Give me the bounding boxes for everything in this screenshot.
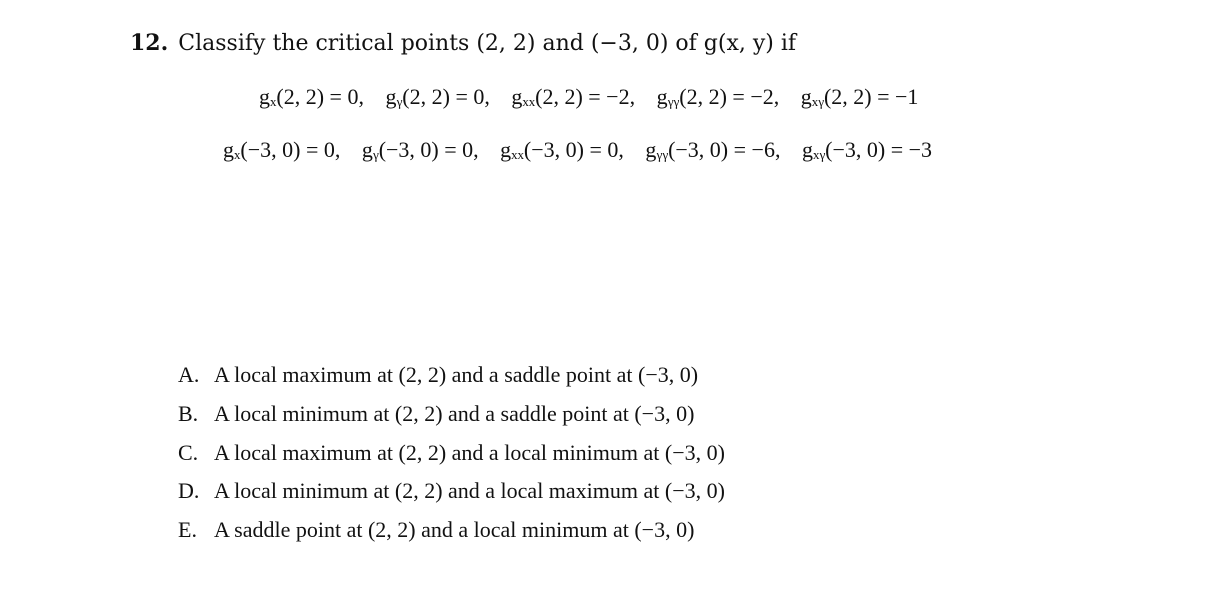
answer-choices — [178, 356, 725, 550]
eq-gxx: gₓₓ(−3, 0) = 0, — [500, 137, 624, 162]
choice-text: A local maximum at (2, 2) and a local minimum at (−3, 0) — [214, 439, 725, 465]
choice-text: A local minimum at (2, 2) and a local maximum at (−3, 0) — [214, 478, 725, 504]
eq-gxy: gₓᵧ(2, 2) = −1 — [800, 84, 919, 109]
equation-line-point-2-2 — [259, 82, 918, 112]
choice-letter: C. — [178, 439, 199, 465]
choice-letter: D. — [178, 478, 200, 504]
eq-gyy: gᵧᵧ(2, 2) = −2, — [656, 84, 780, 109]
eq-gx: gₓ(2, 2) = 0, — [259, 84, 364, 109]
problem-prompt: Classify the critical points (2, 2) and (−3, 0) of g(x, y) if — [178, 31, 797, 56]
choice-text: A local minimum at (2, 2) and a saddle point at (−3, 0) — [214, 400, 695, 426]
eq-gxy: gₓᵧ(−3, 0) = −3 — [801, 137, 933, 162]
problem-number: 12. — [130, 30, 169, 56]
choice-text: A local maximum at (2, 2) and a saddle point at (−3, 0) — [214, 362, 699, 387]
choice-letter: E. — [178, 517, 197, 543]
equation-line-point-neg3-0 — [223, 135, 932, 165]
choice-c[interactable] — [178, 434, 725, 473]
eq-gy: gᵧ(2, 2) = 0, — [385, 84, 490, 109]
choice-text: A saddle point at (2, 2) and a local minimum at (−3, 0) — [214, 517, 695, 543]
eq-gx: gₓ(−3, 0) = 0, — [223, 137, 341, 162]
eq-gy: gᵧ(−3, 0) = 0, — [361, 137, 479, 162]
choice-b[interactable] — [178, 395, 725, 434]
choice-d[interactable] — [178, 472, 725, 511]
problem-statement — [130, 28, 796, 59]
choice-e[interactable] — [178, 511, 725, 550]
eq-gyy: gᵧᵧ(−3, 0) = −6, — [645, 137, 781, 162]
choice-letter: B. — [178, 400, 199, 426]
eq-gxx: gₓₓ(2, 2) = −2, — [511, 84, 636, 109]
choice-a[interactable] — [178, 356, 725, 395]
choice-letter: A. — [178, 362, 200, 387]
